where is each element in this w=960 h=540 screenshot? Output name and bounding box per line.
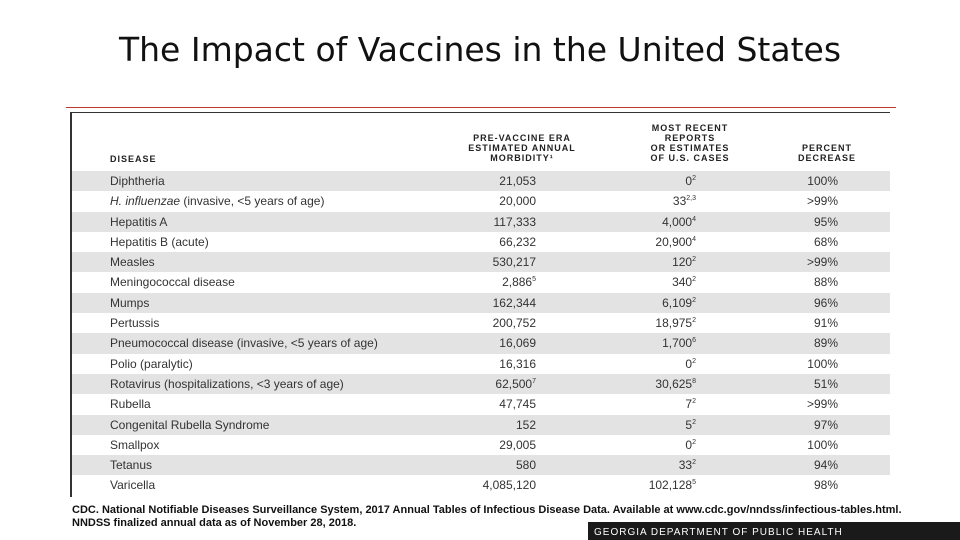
footnote-ref: 7 [532,377,536,385]
cell-disease [110,357,193,371]
source-citation: CDC. National Notifiable Diseases Surveillance System, 2017 Annual Tables of Infectious Disease Data. Available at www.cdc.gov/nndss/infectious-tables.html. NNDSS finalized annual data as of November 28, 2018. [72,504,902,529]
header-percent-line: DECREASE [797,153,856,163]
footnote-ref: 4 [692,235,696,243]
cell-pre-vaccine-value: 4,085,120 [482,478,536,493]
cell-pre-vaccine [499,336,536,350]
cell-pre-vaccine [494,215,537,229]
cell-recent-value: 18,975 [655,316,693,331]
cell-recent [685,418,696,432]
cell-percent [814,235,838,249]
table-body [72,171,890,496]
footnote-ref: 2 [692,438,696,446]
cell-disease [110,478,155,492]
cell-pre-vaccine [516,418,536,432]
header-disease: DISEASE [110,154,157,164]
footnote-ref: 2 [692,256,696,264]
cell-percent [814,275,838,289]
cell-percent-value: >99% [806,397,838,412]
table-row [72,435,890,455]
cell-pre-vaccine [499,194,536,208]
cell-disease-value: Rotavirus (hospitalizations, <3 years of age) [110,376,344,391]
header-pre-vaccine [447,133,597,163]
table-row [72,333,890,353]
cell-recent [679,458,696,472]
cell-disease [110,194,324,208]
cell-percent-value: 88% [813,275,838,290]
cell-recent [685,357,696,371]
cell-pre-vaccine [516,458,536,472]
cell-recent-value: 0 [685,356,693,371]
cell-percent-value: 100% [807,174,838,188]
footnote-ref: 2 [692,296,696,304]
cell-disease [110,377,344,391]
cell-recent [662,296,696,310]
footnote-ref: 2 [692,398,696,406]
cell-disease-value: H. influenzae (invasive, <5 years of age) [110,194,325,209]
cell-percent-value: >99% [806,194,838,209]
cell-disease-value: Congenital Rubella Syndrome [110,417,270,432]
cell-percent [814,215,838,229]
footnote-ref: 5 [692,479,696,487]
table-row [72,191,890,211]
cell-disease-value: Tetanus [110,458,153,473]
cell-percent [807,194,838,208]
cell-recent-value: 0 [685,174,693,188]
cell-percent [807,357,838,371]
cell-pre-vaccine [483,478,536,492]
cell-percent-value: 94% [813,458,838,473]
cell-disease [110,215,167,229]
cell-percent [814,458,838,472]
cell-pre-vaccine [499,438,536,452]
cell-recent [655,235,696,249]
cell-percent [814,336,838,350]
cell-disease [110,458,152,472]
cell-disease-value: Hepatitis A [110,214,168,229]
header-recent-line: OF U.S. CASES [650,153,730,163]
cell-pre-vaccine-value: 530,217 [492,255,536,270]
cell-pre-vaccine [493,255,536,269]
cell-recent [685,397,696,411]
cell-percent [807,255,838,269]
table-row [72,475,890,495]
cell-disease [110,438,159,452]
cell-recent [672,255,696,269]
cell-disease-value: Rubella [110,397,151,412]
footnote-ref: 4 [692,215,696,223]
cell-disease [110,255,155,269]
cell-percent-value: >99% [806,255,838,270]
cell-pre-vaccine [499,235,536,249]
cell-percent [814,316,838,330]
cell-disease-value: Diphtheria [110,174,165,188]
cell-pre-vaccine-value: 29,005 [499,437,536,452]
cell-recent [662,336,696,350]
vaccine-impact-table [70,112,890,497]
header-recent-line: MOST RECENT [651,123,729,133]
cell-percent-value: 96% [813,295,838,310]
cell-recent-value: 1,700 [662,336,693,351]
footnote-ref: 2 [692,357,696,365]
cell-pre-vaccine [499,397,536,411]
cell-recent-value: 7 [685,397,693,412]
cell-recent-value: 102,128 [648,478,693,493]
footnote-ref: 2 [692,459,696,467]
cell-pre-vaccine [493,296,536,310]
cell-recent-value: 120 [672,255,693,270]
cell-disease-value: Varicella [110,478,156,493]
cell-pre-vaccine-value: 200,752 [492,316,536,331]
cell-recent [662,215,696,229]
cell-disease-value: Mumps [110,295,150,310]
header-pre-vaccine-line: MORBIDITY¹ [490,153,554,163]
cell-disease-value: Measles [110,255,155,270]
footnote-ref: 2,3 [686,195,696,203]
cell-recent [685,174,696,188]
cell-disease [110,235,209,249]
cell-percent [814,478,838,492]
cell-percent-value: 91% [813,316,838,331]
header-recent-line: OR ESTIMATES [650,143,730,153]
cell-percent-value: 51% [813,376,838,391]
cell-recent-value: 0 [685,437,693,452]
header-recent-reports [620,123,760,163]
table-row [72,374,890,394]
title-divider [66,107,896,108]
cell-percent [807,438,838,452]
table-row [72,394,890,414]
cell-recent-value: 4,000 [662,214,693,229]
cell-pre-vaccine-value: 162,344 [492,295,536,310]
cell-percent [814,296,838,310]
cell-recent-value: 6,109 [662,295,693,310]
cell-recent-value: 33 [678,458,693,473]
table-row [72,212,890,232]
cell-recent-value: 340 [672,275,693,290]
footer-organization: GEORGIA DEPARTMENT OF PUBLIC HEALTH [594,527,843,538]
cell-pre-vaccine-value: 152 [515,417,536,432]
header-pre-vaccine-line: PRE-VACCINE ERA [473,133,571,143]
cell-recent [673,194,696,208]
cell-percent-value: 97% [813,417,838,432]
cell-percent-value: 100% [807,437,838,452]
cell-disease [110,336,378,350]
header-pre-vaccine-line: ESTIMATED ANNUAL [468,143,576,153]
footnote-ref: 2 [692,175,696,182]
table-row [72,455,890,475]
footnote-ref: 2 [692,276,696,284]
cell-pre-vaccine-value: 580 [515,458,536,473]
cell-recent-value: 20,900 [655,234,693,249]
cell-recent [655,316,696,330]
cell-percent-value: 100% [807,356,838,371]
cell-pre-vaccine-value: 21,053 [499,174,536,188]
footnote-ref: 2 [692,317,696,325]
table-row [72,272,890,292]
table-row [72,232,890,252]
cell-recent [672,275,696,289]
cell-disease-value: Smallpox [110,437,160,452]
cell-percent-value: 98% [813,478,838,493]
cell-disease [110,418,269,432]
table-row [72,313,890,333]
cell-percent [814,418,838,432]
footnote-ref: 6 [692,337,696,345]
cell-percent-value: 68% [813,234,838,249]
cell-pre-vaccine-value: 16,069 [499,336,536,351]
table-row [72,171,890,191]
cell-pre-vaccine-value: 2,886 [502,275,533,290]
table-row [72,293,890,313]
cell-pre-vaccine-value: 16,316 [499,356,536,371]
slide-title: The Impact of Vaccines in the United States [118,30,842,69]
cell-disease-value: Hepatitis B (acute) [110,234,209,249]
cell-pre-vaccine [499,357,536,371]
cell-recent [649,478,696,492]
footnote-ref: 2 [692,418,696,426]
header-recent-line: REPORTS [664,133,716,143]
footnote-ref: 8 [692,377,696,385]
cell-pre-vaccine-value: 20,000 [499,194,536,209]
cell-recent [685,438,696,452]
cell-disease-value: Pertussis [110,316,160,331]
cell-disease-value: Polio (paralytic) [110,356,193,371]
cell-pre-vaccine [502,275,536,289]
cell-disease [110,316,159,330]
cell-recent-value: 30,625 [655,376,693,391]
table-row [72,252,890,272]
cell-pre-vaccine-value: 117,333 [493,214,536,229]
cell-disease [110,296,149,310]
cell-disease-value: Meningococcal disease [110,275,235,290]
cell-disease [110,275,235,289]
cell-percent [807,397,838,411]
cell-pre-vaccine [495,377,536,391]
cell-recent-value: 5 [685,417,693,432]
cell-recent-value: 33 [672,194,687,209]
cell-percent [814,377,838,391]
footnote-ref: 5 [532,276,536,284]
cell-percent-value: 89% [813,336,838,351]
cell-recent [655,377,696,391]
cell-pre-vaccine-value: 47,745 [499,397,536,412]
header-percent-decrease [782,143,872,163]
cell-pre-vaccine [493,316,536,330]
cell-disease [110,174,165,188]
cell-pre-vaccine-value: 62,500 [495,376,533,391]
cell-pre-vaccine-value: 66,232 [499,234,536,249]
cell-disease-value: Pneumococcal disease (invasive, <5 years of age) [110,336,378,351]
header-percent-line: PERCENT [801,143,852,153]
cell-disease [110,397,151,411]
cell-pre-vaccine [499,174,536,188]
table-row [72,354,890,374]
cell-percent-value: 95% [813,214,838,229]
table-row [72,415,890,435]
cell-percent [807,174,838,188]
